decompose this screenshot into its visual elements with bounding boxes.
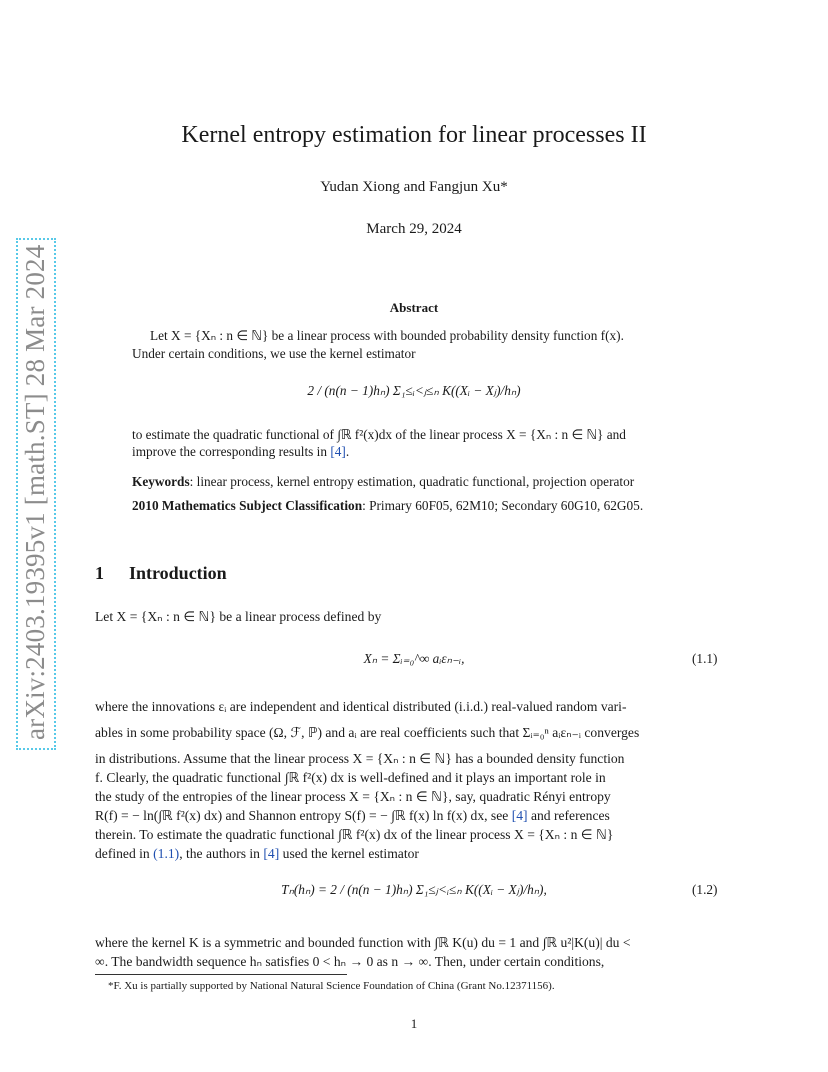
intro-para2-line-8c: used the kernel estimator — [279, 846, 419, 861]
intro-para2-line-3: in distributions. Assume that the linear process X = {Xₙ : n ∈ ℕ} has a bounded density function — [95, 751, 625, 766]
paper-date: March 29, 2024 — [366, 221, 462, 237]
intro-para2-line-4: f. Clearly, the quadratic functional ∫ℝ f²(x) dx is well-defined and it plays an important role in — [95, 770, 606, 785]
paper-title: Kernel entropy estimation for linear processes II — [181, 122, 647, 148]
footnote: *F. Xu is partially supported by National Natural Science Foundation of China (Grant No.12371156). — [108, 980, 555, 992]
citation-link-4c[interactable]: [4] — [263, 846, 280, 861]
intro-para2-line-8a: defined in — [95, 846, 154, 861]
keywords-label: Keywords — [132, 474, 190, 489]
abstract-line-4 — [132, 443, 692, 461]
paper-authors: Yudan Xiong and Fangjun Xu* — [320, 179, 508, 195]
intro-para2-line-6 — [95, 806, 725, 825]
page-number: 1 — [410, 1016, 418, 1031]
intro-para2-line-5: the study of the entropies of the linear process X = {Xₙ : n ∈ ℕ}, say, quadratic Rényi entropy — [95, 789, 611, 804]
equation-ref-link-1-1[interactable]: (1.1) — [153, 846, 180, 861]
citation-link-4b[interactable]: [4] — [511, 808, 528, 823]
abstract-line-4-suffix: . — [345, 444, 350, 459]
msc-classification — [132, 497, 692, 515]
keywords — [132, 473, 692, 491]
msc-text: : Primary 60F05, 62M10; Secondary 60G10, 62G05. — [362, 498, 644, 513]
citation-link-4[interactable]: [4] — [330, 444, 346, 459]
arxiv-identifier[interactable]: arXiv:2403.19395v1 [math.ST] 28 Mar 2024 — [20, 244, 50, 740]
section-heading-introduction — [95, 563, 227, 584]
abstract-estimator-formula: 2 / (n(n − 1)hₙ) Σ₁≤ᵢ<ⱼ≤ₙ K((Xᵢ − Xⱼ)/hₙ) — [307, 383, 521, 398]
abstract-line-2: Under certain conditions, we use the kernel estimator — [132, 346, 416, 361]
equation-1-1-number: (1.1) — [692, 651, 718, 666]
intro-para2-line-6b: and references — [527, 808, 610, 823]
section-title: Introduction — [129, 563, 227, 583]
msc-label: 2010 Mathematics Subject Classification — [132, 498, 363, 513]
equation-1-2-number: (1.2) — [692, 882, 718, 897]
intro-para3-line-1: where the kernel K is a symmetric and bounded function with ∫ℝ K(u) du = 1 and ∫ℝ u²|K(u)| du < — [95, 935, 631, 950]
intro-para2-line-1: where the innovations εᵢ are independent and identical distributed (i.i.d.) real-valued random vari- — [95, 699, 627, 714]
abstract-line-1: Let X = {Xₙ : n ∈ ℕ} be a linear process with bounded probability density function f(x). — [150, 328, 624, 343]
section-number: 1 — [95, 563, 104, 583]
abstract-heading: Abstract — [389, 300, 439, 315]
intro-para3-line-2: ∞. The bandwidth sequence hₙ satisfies 0 < hₙ → 0 as n → ∞. Then, under certain conditions, — [95, 954, 605, 969]
keywords-text: : linear process, kernel entropy estimation, quadratic functional, projection operator — [189, 474, 635, 489]
intro-para2-line-8b: , the authors in — [179, 846, 264, 861]
equation-1-2: Tₙ(hₙ) = 2 / (n(n − 1)hₙ) Σ₁≤ⱼ<ᵢ≤ₙ K((Xᵢ − Xⱼ)/hₙ), — [281, 882, 547, 897]
intro-line-1: Let X = {Xₙ : n ∈ ℕ} be a linear process defined by — [95, 609, 382, 624]
abstract-line-3: to estimate the quadratic functional of ∫ℝ f²(x)dx of the linear process X = {Xₙ : n ∈ ℕ} and — [132, 427, 626, 442]
equation-1-1: Xₙ = Σᵢ₌₀^∞ aᵢεₙ₋ᵢ, — [363, 651, 465, 666]
intro-para2-line-8 — [95, 844, 725, 863]
abstract-line-4-prefix: improve the corresponding results in — [132, 444, 331, 459]
intro-para2-line-7: therein. To estimate the quadratic functional ∫ℝ f²(x) dx of the linear process X = {Xₙ : n ∈ ℕ} — [95, 827, 614, 842]
intro-para2-line-6a: R(f) = − ln(∫ℝ f²(x) dx) and Shannon entropy S(f) = − ∫ℝ f(x) ln f(x) dx, see — [95, 808, 512, 823]
intro-para2-line-2: ables in some probability space (Ω, ℱ, ℙ) and aᵢ are real coefficients such that Σᵢ₌₀ⁿ aᵢεₙ₋ᵢ converges — [95, 725, 640, 740]
footnote-rule — [95, 974, 347, 975]
